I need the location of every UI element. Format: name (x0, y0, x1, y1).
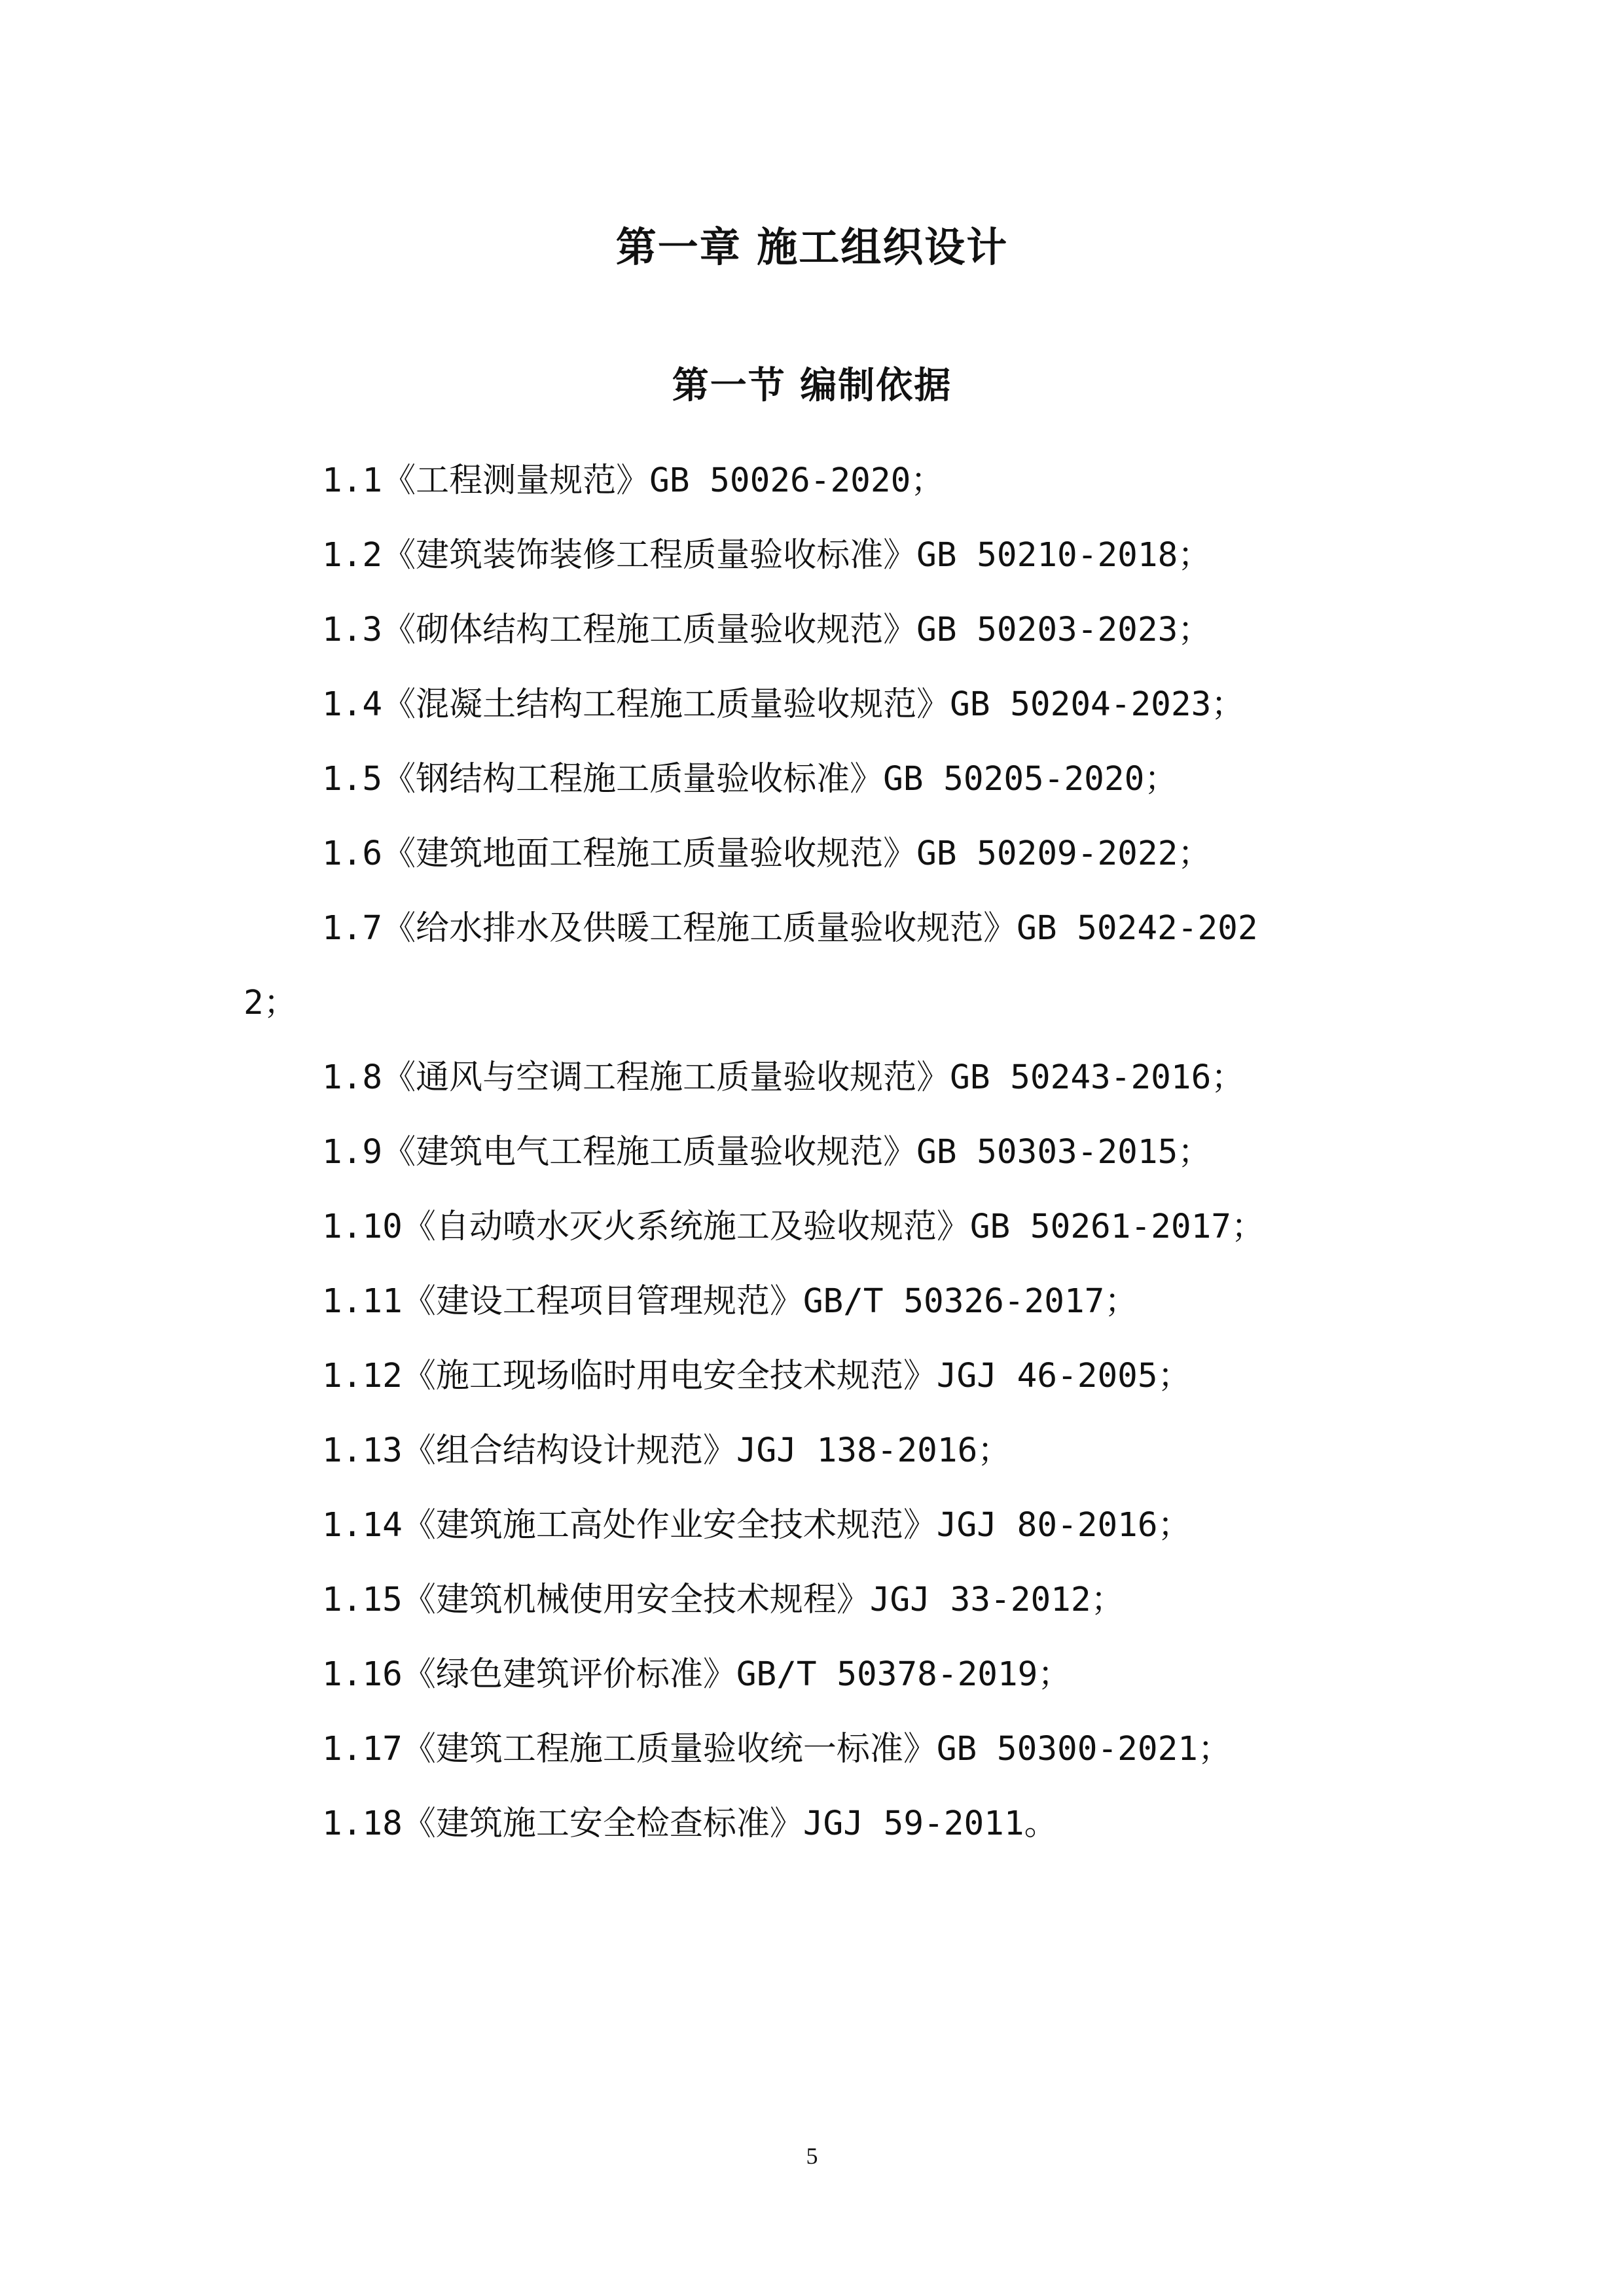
reference-item: 1.16《绿色建筑评价标准》GB/T 50378-2019； (322, 1655, 1072, 1694)
reference-item: 1.18《建筑施工安全检查标准》JGJ 59-2011。 (322, 1804, 1058, 1843)
reference-item: 1.14《建筑施工高处作业安全技术规范》JGJ 80-2016； (322, 1506, 1191, 1545)
reference-item: 1.17《建筑工程施工质量验收统一标准》GB 50300-2021； (322, 1730, 1231, 1768)
reference-item: 1.10《自动喷水灭火系统施工及验收规范》GB 50261-2017； (322, 1208, 1265, 1246)
reference-item: 1.8《通风与空调工程施工质量验收规范》GB 50243-2016； (322, 1058, 1245, 1097)
reference-item: 1.11《建设工程项目管理规范》GB/T 50326-2017； (322, 1282, 1138, 1321)
reference-item: 1.3《砌体结构工程施工质量验收规范》GB 50203-2023； (322, 611, 1212, 649)
chapter-title: 第一章 施工组织设计 (615, 223, 1009, 271)
reference-item: 1.9《建筑电气工程施工质量验收规范》GB 50303-2015； (322, 1133, 1212, 1172)
reference-item: 1.2《建筑装饰装修工程质量验收标准》GB 50210-2018； (322, 536, 1212, 575)
section-title: 第一节 编制依据 (672, 365, 952, 408)
page-number: 5 (806, 2143, 818, 2169)
reference-item: 1.13《组合结构设计规范》JGJ 138-2016； (322, 1431, 1011, 1470)
reference-item-continuation: 2； (244, 984, 297, 1022)
reference-item: 1.15《建筑机械使用安全技术规程》JGJ 33-2012； (322, 1581, 1125, 1619)
reference-item: 1.1《工程测量规范》GB 50026-2020； (322, 461, 945, 500)
reference-item: 1.5《钢结构工程施工质量验收标准》GB 50205-2020； (322, 760, 1178, 798)
reference-item: 1.4《混凝土结构工程施工质量验收规范》GB 50204-2023； (322, 685, 1245, 724)
reference-item: 1.7《给水排水及供暖工程施工质量验收规范》GB 50242-202 (322, 909, 1258, 948)
reference-item: 1.12《施工现场临时用电安全技术规范》JGJ 46-2005； (322, 1357, 1191, 1395)
reference-item: 1.6《建筑地面工程施工质量验收规范》GB 50209-2022； (322, 834, 1212, 873)
